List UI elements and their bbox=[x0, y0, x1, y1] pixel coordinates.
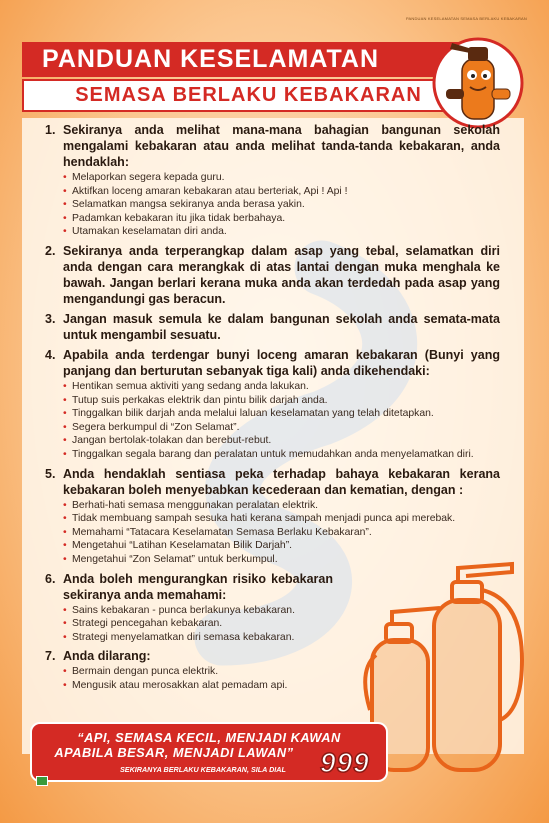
list-item bbox=[45, 466, 500, 567]
bullet-item: • Strategi menyelamatkan diri semasa kebakaran. bbox=[63, 631, 500, 645]
page-title: PANDUAN KESELAMATAN bbox=[22, 42, 475, 77]
bullet-item: • Tidak membuang sampah sesuka hati kerana sampah menjadi punca api merebak. bbox=[63, 512, 500, 526]
item-number: 4. bbox=[45, 347, 56, 362]
item-number: 5. bbox=[45, 466, 56, 481]
item-number: 1. bbox=[45, 123, 56, 137]
bullet-item: • Sains kebakaran - punca berlakunya kebakaran. bbox=[63, 604, 500, 618]
bullet-list bbox=[63, 499, 500, 567]
bullet-item: • Aktifkan loceng amaran kebakaran atau berteriak, Api ! Api ! bbox=[63, 185, 500, 199]
bullet-list bbox=[63, 171, 500, 239]
list-item bbox=[45, 122, 500, 239]
publisher-header: PANDUAN KESELAMATAN SEMASA BERLAKU KEBAKARAN bbox=[405, 16, 527, 21]
item-text: Jangan masuk semula ke dalam bangunan sekolah anda semata-mata untuk mengambil sesuatu. bbox=[63, 311, 500, 342]
bullet-item: • Segera berkumpul di “Zon Selamat”. bbox=[63, 421, 500, 435]
item-number: 7. bbox=[45, 649, 56, 664]
bullet-item: • Selamatkan mangsa sekiranya anda berasa yakin. bbox=[63, 198, 500, 212]
bullet-item: • Bermain dengan punca elektrik. bbox=[63, 665, 500, 679]
item-text: Sekiranya anda melihat mana-mana bahagian bangunan sekolah mengalami kebakaran atau anda melihat tanda-tanda kebakaran, anda hendaklah: bbox=[63, 123, 500, 169]
bullet-item: • Mengetahui “Zon Selamat” untuk berkumpul. bbox=[63, 553, 500, 567]
bullet-item: • Jangan bertolak-tolakan dan berebut-rebut. bbox=[63, 434, 500, 448]
bullet-item: • Tinggalkan segala barang dan peralatan untuk memudahkan anda menyelamatkan diri. bbox=[63, 448, 500, 462]
bullet-item: • Hentikan semua aktiviti yang sedang anda lakukan. bbox=[63, 380, 500, 394]
bullet-item: • Tutup suis perkakas elektrik dan pintu bilik darjah anda. bbox=[63, 394, 500, 408]
publisher-logo-icon bbox=[36, 776, 48, 786]
item-text: Anda hendaklah sentiasa peka terhadap bahaya kebakaran kerana kebakaran boleh menyebabkan kecederaan dan kematian, dengan : bbox=[63, 466, 500, 497]
item-text: Anda dilarang: bbox=[63, 649, 151, 664]
extinguisher-mascot-icon bbox=[432, 33, 524, 133]
title-box bbox=[22, 42, 475, 117]
list-item bbox=[45, 243, 500, 307]
bullet-item: • Berhati-hati semasa menggunakan peralatan elektrik. bbox=[63, 499, 500, 513]
item-number: 6. bbox=[45, 571, 56, 586]
bullet-item: • Mengetahui “Latihan Keselamatan Bilik Darjah”. bbox=[63, 539, 500, 553]
bullet-item: • Utamakan keselamatan diri anda. bbox=[63, 225, 500, 239]
bullet-list bbox=[63, 380, 500, 462]
page-subtitle: SEMASA BERLAKU KEBAKARAN bbox=[22, 79, 475, 112]
slogan-line1: “API, SEMASA KECIL, MENJADI KAWAN bbox=[77, 730, 341, 745]
slogan-banner bbox=[30, 722, 388, 782]
slogan-line3: SEKIRANYA BERLAKU KEBAKARAN, SILA DIAL bbox=[120, 765, 286, 774]
item-number: 2. bbox=[45, 243, 56, 258]
bullet-item: • Mengusik atau merosakkan alat pemadam api. bbox=[63, 679, 500, 693]
list-item bbox=[45, 347, 500, 462]
item-text: Apabila anda terdengar bunyi loceng amaran kebakaran (Bunyi yang panjang dan berturutan sebanyak tiga kali) anda dikehendaki: bbox=[63, 347, 500, 378]
bullet-item: • Tinggalkan bilik darjah anda melalui laluan keselamatan yang telah ditetapkan. bbox=[63, 407, 500, 421]
bullet-item: • Padamkan kebakaran itu jika tidak berbahaya. bbox=[63, 212, 500, 226]
item-text: Sekiranya anda terperangkap dalam asap yang tebal, selamatkan diri anda dengan cara merangkak di atas lantai dengan muka menghala ke bawah. Jangan berlari kerana muka anda akan terdedah pada asap yang mengandungi gas beracun. bbox=[63, 243, 500, 306]
emergency-number: 999 bbox=[320, 747, 370, 778]
list-item bbox=[45, 311, 500, 343]
bullet-item: • Melaporkan segera kepada guru. bbox=[63, 171, 500, 185]
slogan-line2: APABILA BESAR, MENJADI LAWAN” bbox=[54, 745, 294, 760]
item-number: 3. bbox=[45, 311, 56, 326]
item-text: Anda boleh mengurangkan risiko kebakaran sekiranya anda memahami: bbox=[63, 571, 333, 602]
bullet-item: • Strategi pencegahan kebakaran. bbox=[63, 617, 500, 631]
bullet-item: • Memahami “Tatacara Keselamatan Semasa Berlaku Kebakaran”. bbox=[63, 526, 500, 540]
